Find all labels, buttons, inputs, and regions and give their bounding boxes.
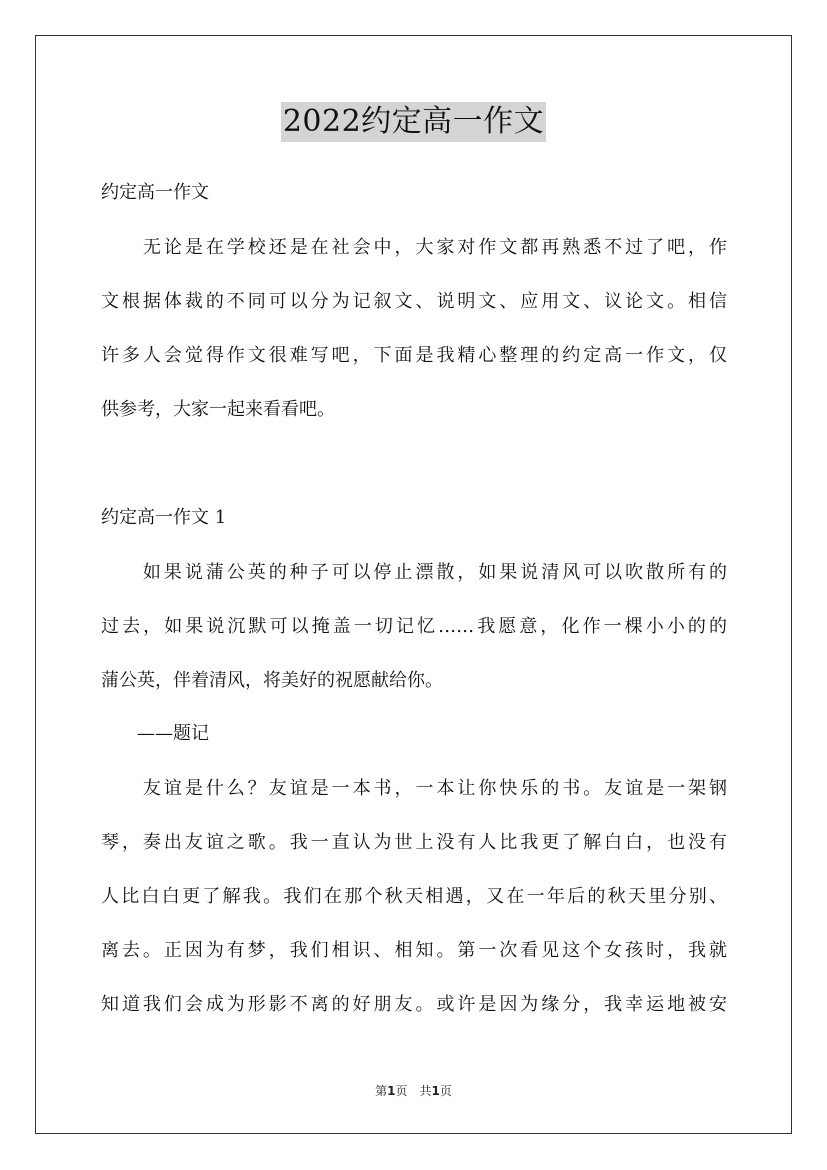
page-total: 1 [431,1084,440,1098]
document-subtitle: 约定高一作文 [101,182,209,203]
paragraph-line: 知道我们会成为形影不离的好朋友。或许是因为缘分，我幸运地被安 [101,994,727,1015]
paragraph-line: 如果说蒲公英的种子可以停止漂散，如果说清风可以吹散所有的 [101,562,727,583]
page-footer [0,1083,827,1099]
paragraph-line: 友谊是什么？友谊是一本书，一本让你快乐的书。友谊是一架钢 [101,778,727,799]
document-title: 2022约定高一作文 [281,102,546,142]
intro-line: 许多人会觉得作文很难写吧，下面是我精心整理的约定高一作文，仅 [101,345,727,366]
paragraph-line: 过去，如果说沉默可以掩盖一切记忆……我愿意，化作一棵小小的的 [101,616,727,637]
page-current: 1 [387,1084,396,1098]
intro-line: 文根据体裁的不同可以分为记叙文、说明文、应用文、议论文。相信 [101,291,727,312]
title-container [0,102,827,142]
page-suffix: 页 [439,1084,452,1098]
paragraph-line: 离去。正因为有梦，我们相识、相知。第一次看见这个女孩时，我就 [101,940,727,961]
page-prefix: 第 [375,1084,388,1098]
page-mid: 页 共 [395,1084,432,1098]
intro-line: 无论是在学校还是在社会中，大家对作文都再熟悉不过了吧，作 [101,237,727,258]
essay-heading: 约定高一作文 1 [101,507,227,528]
epigraph: ——题记 [101,723,209,744]
paragraph-line: 琴，奏出友谊之歌。我一直认为世上没有人比我更了解白白，也没有 [101,832,727,853]
intro-line: 供参考，大家一起来看看吧。 [101,399,335,420]
paragraph-line: 人比白白更了解我。我们在那个秋天相遇，又在一年后的秋天里分别、 [101,886,727,907]
paragraph-line: 蒲公英，伴着清风，将美好的祝愿献给你。 [101,670,443,691]
